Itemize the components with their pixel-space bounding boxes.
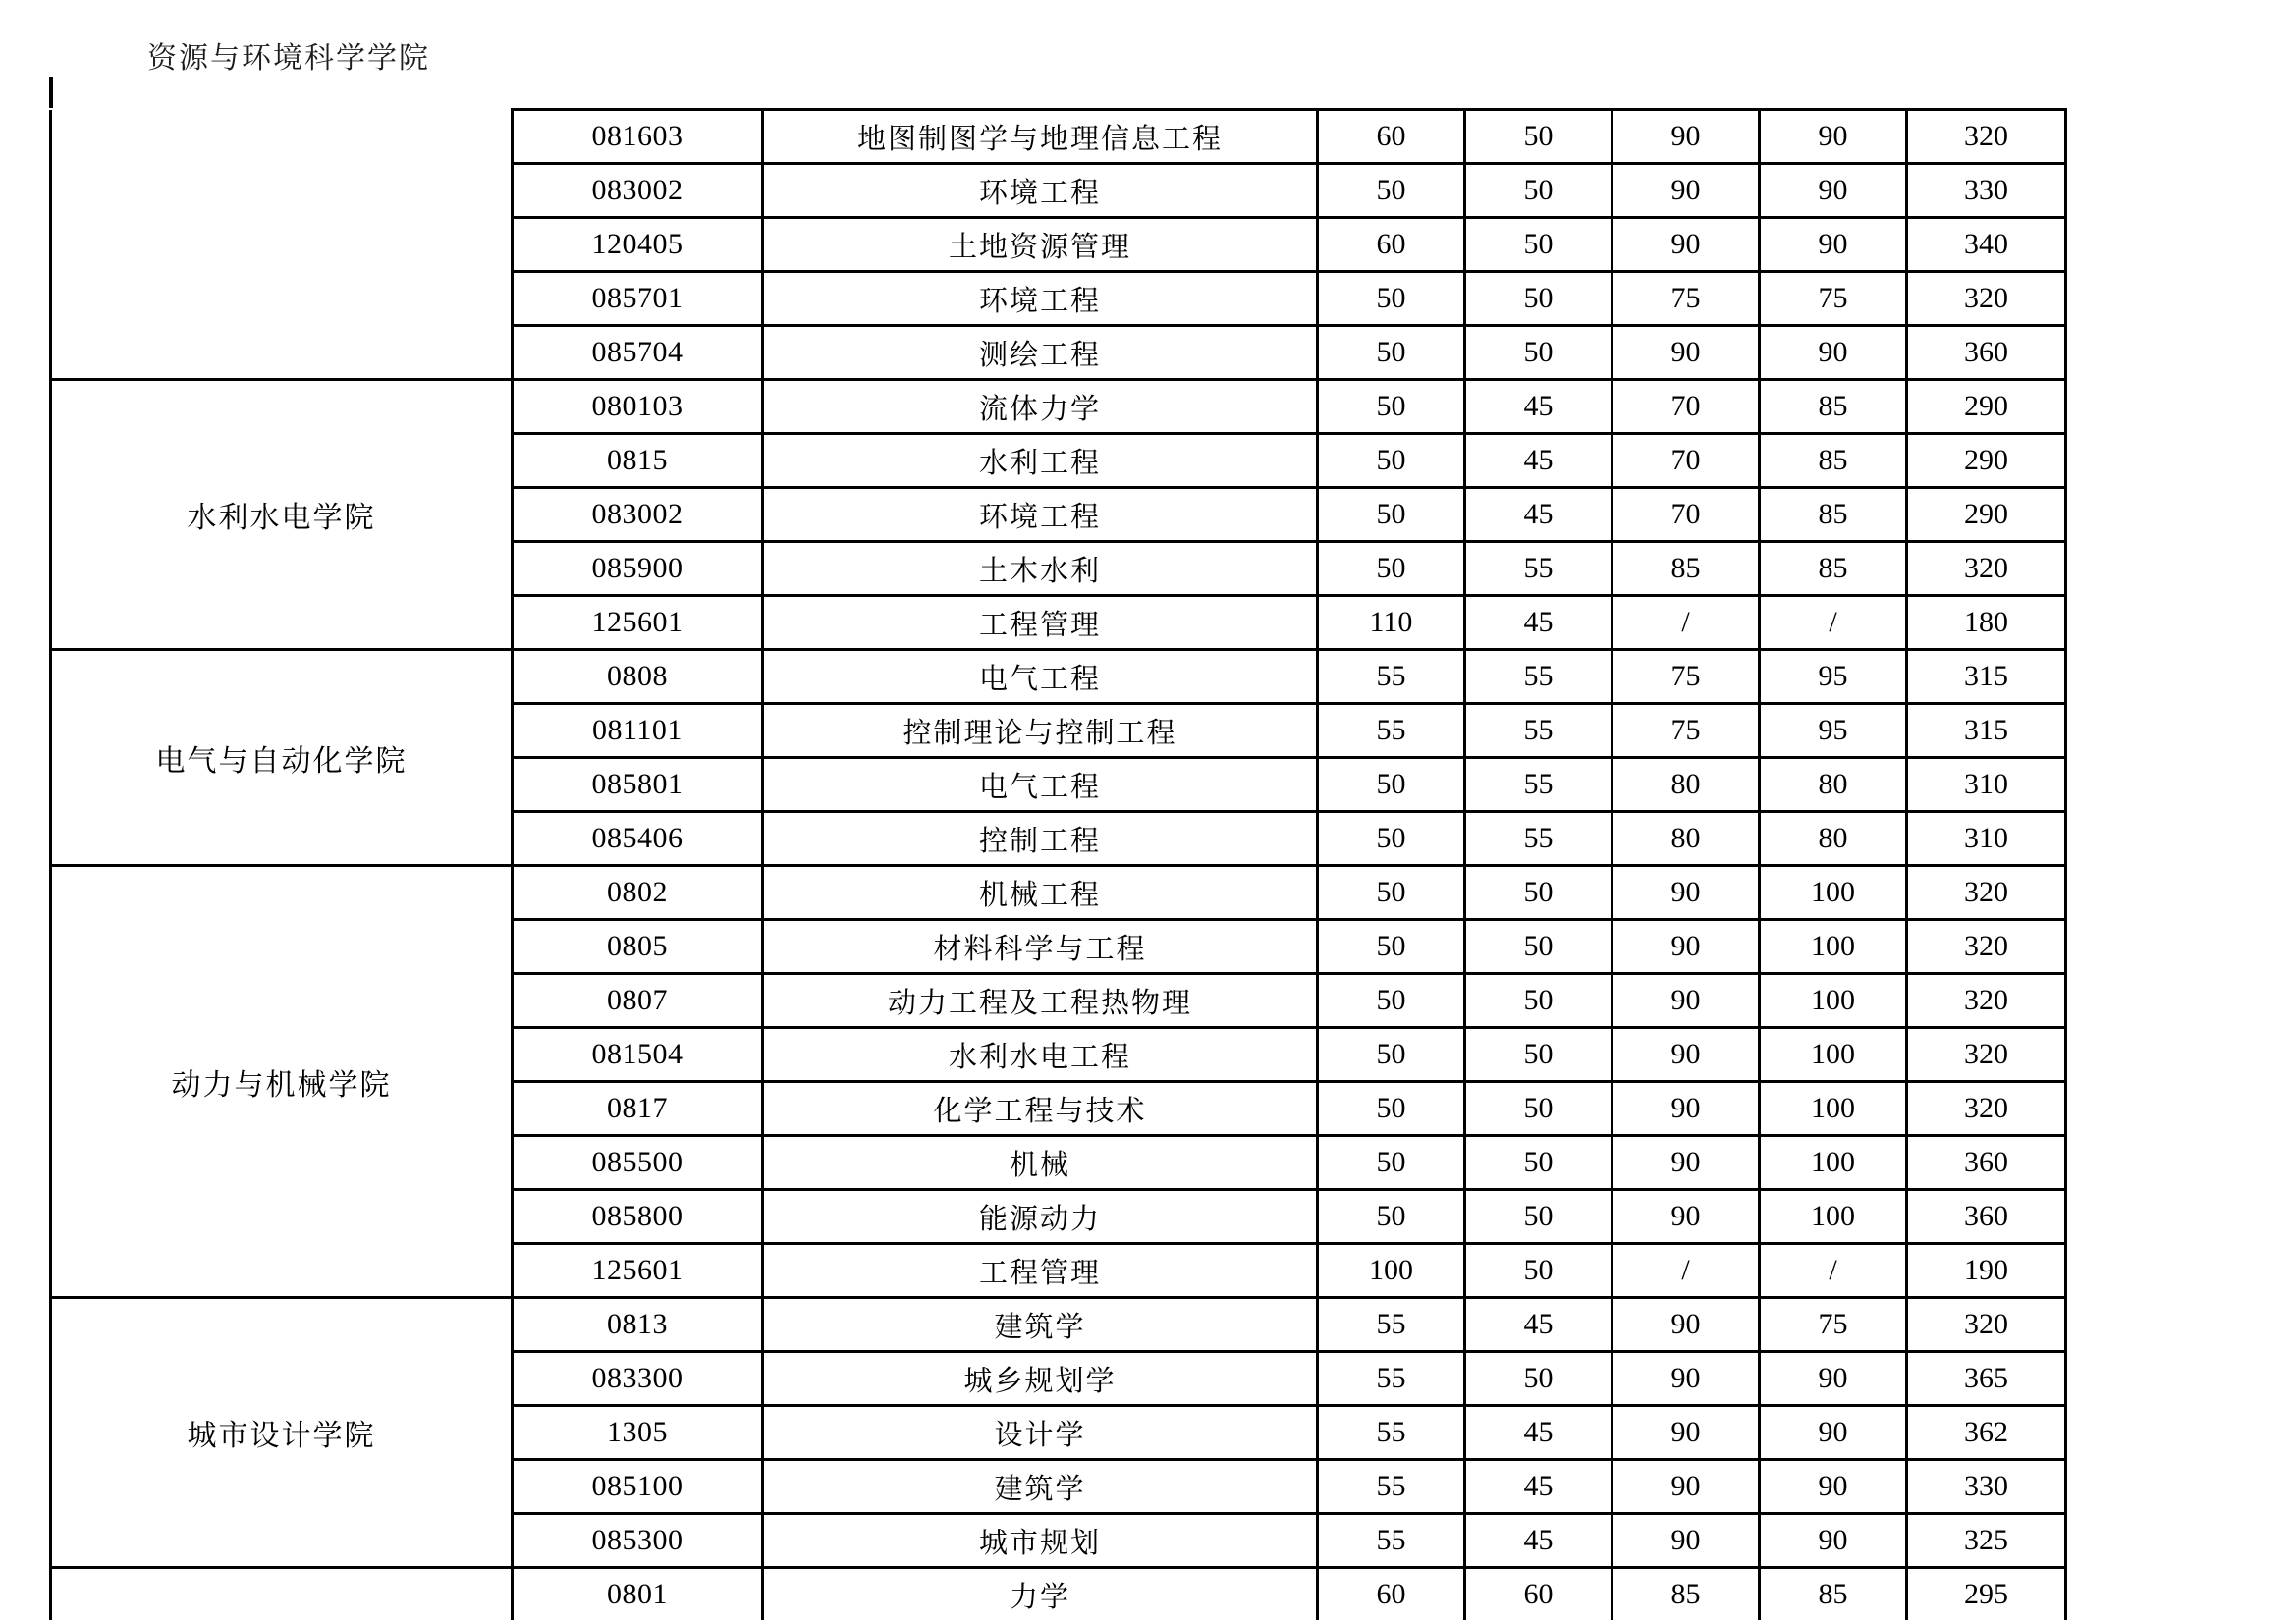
score-cell-1: 50 xyxy=(1318,866,1465,920)
major-code-cell: 080103 xyxy=(513,380,763,434)
total-score-cell: 320 xyxy=(1907,974,2066,1028)
score-cell-2: 45 xyxy=(1465,1406,1613,1460)
score-cell-2: 55 xyxy=(1465,704,1613,758)
score-cell-1: 50 xyxy=(1318,812,1465,866)
score-cell-2: 50 xyxy=(1465,1190,1613,1244)
score-cell-1: 55 xyxy=(1318,704,1465,758)
major-code-cell: 085406 xyxy=(513,812,763,866)
score-cell-2: 45 xyxy=(1465,1460,1613,1514)
score-cell-4: 80 xyxy=(1760,812,1907,866)
total-score-cell: 320 xyxy=(1907,920,2066,974)
total-score-cell: 320 xyxy=(1907,866,2066,920)
table-row xyxy=(51,866,2066,920)
major-code-cell: 0808 xyxy=(513,650,763,704)
score-cell-3: 90 xyxy=(1613,1136,1760,1190)
major-name-cell: 力学 xyxy=(763,1568,1318,1621)
major-name-cell: 设计学 xyxy=(763,1406,1318,1460)
major-code-cell: 085701 xyxy=(513,272,763,326)
score-cell-1: 50 xyxy=(1318,1190,1465,1244)
major-code-cell: 0802 xyxy=(513,866,763,920)
major-code-cell: 085800 xyxy=(513,1190,763,1244)
score-cell-2: 50 xyxy=(1465,218,1613,272)
major-name-cell: 电气工程 xyxy=(763,758,1318,812)
score-cell-1: 60 xyxy=(1318,218,1465,272)
major-name-cell: 机械工程 xyxy=(763,866,1318,920)
score-cell-3: 70 xyxy=(1613,434,1760,488)
score-cell-1: 55 xyxy=(1318,650,1465,704)
score-cell-4: 100 xyxy=(1760,1190,1907,1244)
score-cell-4: 85 xyxy=(1760,380,1907,434)
major-code-cell: 125601 xyxy=(513,1244,763,1298)
clipped-department-label xyxy=(147,42,462,102)
major-name-cell: 环境工程 xyxy=(763,272,1318,326)
total-score-cell: 290 xyxy=(1907,488,2066,542)
major-code-cell: 081603 xyxy=(513,110,763,164)
major-code-cell: 081101 xyxy=(513,704,763,758)
total-score-cell: 320 xyxy=(1907,272,2066,326)
left-border-spine-top xyxy=(49,77,53,108)
major-code-cell: 0813 xyxy=(513,1298,763,1352)
score-cell-4: 100 xyxy=(1760,866,1907,920)
total-score-cell: 190 xyxy=(1907,1244,2066,1298)
score-cell-1: 110 xyxy=(1318,596,1465,650)
total-score-cell: 320 xyxy=(1907,1298,2066,1352)
score-cell-2: 50 xyxy=(1465,1136,1613,1190)
major-name-cell: 能源动力 xyxy=(763,1190,1318,1244)
major-name-cell: 建筑学 xyxy=(763,1460,1318,1514)
major-name-cell: 测绘工程 xyxy=(763,326,1318,380)
score-cell-2: 50 xyxy=(1465,1244,1613,1298)
score-cell-2: 50 xyxy=(1465,1352,1613,1406)
major-name-cell: 建筑学 xyxy=(763,1298,1318,1352)
major-name-cell: 城市规划 xyxy=(763,1514,1318,1568)
score-cell-4: 85 xyxy=(1760,434,1907,488)
major-name-cell: 控制工程 xyxy=(763,812,1318,866)
score-cell-2: 55 xyxy=(1465,650,1613,704)
score-cell-4: 100 xyxy=(1760,1028,1907,1082)
score-cell-4: 100 xyxy=(1760,1082,1907,1136)
score-cell-1: 50 xyxy=(1318,488,1465,542)
score-cell-2: 45 xyxy=(1465,380,1613,434)
table-row xyxy=(51,650,2066,704)
department-cell xyxy=(51,1568,513,1621)
major-name-cell: 水利工程 xyxy=(763,434,1318,488)
total-score-cell: 325 xyxy=(1907,1514,2066,1568)
score-cell-4: 100 xyxy=(1760,1136,1907,1190)
department-cell: 电气与自动化学院 xyxy=(51,650,513,866)
major-name-cell: 土地资源管理 xyxy=(763,218,1318,272)
total-score-cell: 365 xyxy=(1907,1352,2066,1406)
major-code-cell: 085801 xyxy=(513,758,763,812)
major-name-cell: 环境工程 xyxy=(763,488,1318,542)
score-cell-2: 50 xyxy=(1465,1082,1613,1136)
table-row xyxy=(51,1298,2066,1352)
major-code-cell: 0801 xyxy=(513,1568,763,1621)
score-cell-4: 75 xyxy=(1760,272,1907,326)
score-cell-1: 55 xyxy=(1318,1514,1465,1568)
major-code-cell: 0815 xyxy=(513,434,763,488)
department-cell xyxy=(51,110,513,380)
score-cell-1: 55 xyxy=(1318,1298,1465,1352)
score-cell-2: 50 xyxy=(1465,164,1613,218)
score-cell-1: 50 xyxy=(1318,164,1465,218)
department-cell: 城市设计学院 xyxy=(51,1298,513,1568)
score-cell-3: 75 xyxy=(1613,704,1760,758)
score-cell-2: 45 xyxy=(1465,434,1613,488)
score-cell-1: 50 xyxy=(1318,272,1465,326)
major-code-cell: 0807 xyxy=(513,974,763,1028)
major-code-cell: 081504 xyxy=(513,1028,763,1082)
major-name-cell: 控制理论与控制工程 xyxy=(763,704,1318,758)
total-score-cell: 295 xyxy=(1907,1568,2066,1621)
score-cell-4: 85 xyxy=(1760,1568,1907,1621)
total-score-cell: 310 xyxy=(1907,758,2066,812)
total-score-cell: 320 xyxy=(1907,110,2066,164)
total-score-cell: 320 xyxy=(1907,1082,2066,1136)
table-body xyxy=(51,110,2066,1621)
score-cell-2: 55 xyxy=(1465,758,1613,812)
score-cell-3: / xyxy=(1613,1244,1760,1298)
score-cell-2: 50 xyxy=(1465,326,1613,380)
major-code-cell: 125601 xyxy=(513,596,763,650)
score-cell-3: 90 xyxy=(1613,866,1760,920)
total-score-cell: 290 xyxy=(1907,380,2066,434)
score-cell-1: 50 xyxy=(1318,1028,1465,1082)
major-name-cell: 材料科学与工程 xyxy=(763,920,1318,974)
total-score-cell: 320 xyxy=(1907,1028,2066,1082)
score-cell-2: 50 xyxy=(1465,974,1613,1028)
score-cell-4: 90 xyxy=(1760,1460,1907,1514)
score-cell-4: 90 xyxy=(1760,326,1907,380)
score-cell-4: 90 xyxy=(1760,110,1907,164)
score-cell-2: 50 xyxy=(1465,1028,1613,1082)
total-score-cell: 310 xyxy=(1907,812,2066,866)
total-score-cell: 330 xyxy=(1907,164,2066,218)
score-cell-3: 75 xyxy=(1613,272,1760,326)
major-name-cell: 工程管理 xyxy=(763,596,1318,650)
score-cell-3: 80 xyxy=(1613,758,1760,812)
score-cell-3: 80 xyxy=(1613,812,1760,866)
major-name-cell: 环境工程 xyxy=(763,164,1318,218)
score-cell-3: 70 xyxy=(1613,380,1760,434)
major-code-cell: 085900 xyxy=(513,542,763,596)
total-score-cell: 360 xyxy=(1907,326,2066,380)
major-name-cell: 电气工程 xyxy=(763,650,1318,704)
major-code-cell: 083300 xyxy=(513,1352,763,1406)
score-cell-2: 50 xyxy=(1465,110,1613,164)
score-cell-4: 90 xyxy=(1760,1514,1907,1568)
score-cutoff-table xyxy=(49,108,2067,1620)
score-cell-1: 50 xyxy=(1318,1136,1465,1190)
score-cell-3: 90 xyxy=(1613,1460,1760,1514)
score-cell-3: 75 xyxy=(1613,650,1760,704)
score-cell-4: / xyxy=(1760,596,1907,650)
score-cell-3: 90 xyxy=(1613,1406,1760,1460)
score-cell-3: / xyxy=(1613,596,1760,650)
score-cell-1: 50 xyxy=(1318,920,1465,974)
score-cell-1: 60 xyxy=(1318,1568,1465,1621)
major-code-cell: 083002 xyxy=(513,164,763,218)
score-cell-4: 90 xyxy=(1760,1352,1907,1406)
total-score-cell: 315 xyxy=(1907,704,2066,758)
score-cell-3: 85 xyxy=(1613,542,1760,596)
score-cell-1: 50 xyxy=(1318,326,1465,380)
score-cell-3: 90 xyxy=(1613,110,1760,164)
score-cell-4: / xyxy=(1760,1244,1907,1298)
score-cell-2: 45 xyxy=(1465,1298,1613,1352)
total-score-cell: 360 xyxy=(1907,1136,2066,1190)
score-cell-4: 90 xyxy=(1760,1406,1907,1460)
score-cell-3: 90 xyxy=(1613,1514,1760,1568)
major-name-cell: 地图制图学与地理信息工程 xyxy=(763,110,1318,164)
major-code-cell: 083002 xyxy=(513,488,763,542)
score-cell-2: 50 xyxy=(1465,920,1613,974)
score-cell-2: 50 xyxy=(1465,272,1613,326)
major-name-cell: 城乡规划学 xyxy=(763,1352,1318,1406)
score-cell-3: 90 xyxy=(1613,1028,1760,1082)
score-cell-2: 45 xyxy=(1465,1514,1613,1568)
score-cell-2: 55 xyxy=(1465,812,1613,866)
major-code-cell: 085100 xyxy=(513,1460,763,1514)
department-cell: 水利水电学院 xyxy=(51,380,513,650)
score-cell-4: 85 xyxy=(1760,542,1907,596)
major-name-cell: 工程管理 xyxy=(763,1244,1318,1298)
score-cell-3: 90 xyxy=(1613,974,1760,1028)
total-score-cell: 360 xyxy=(1907,1190,2066,1244)
score-cell-4: 95 xyxy=(1760,650,1907,704)
score-cell-4: 100 xyxy=(1760,974,1907,1028)
score-cell-3: 90 xyxy=(1613,1190,1760,1244)
department-cell: 动力与机械学院 xyxy=(51,866,513,1298)
clipped-department-text: 资源与环境科学学院 xyxy=(147,42,430,75)
major-name-cell: 机械 xyxy=(763,1136,1318,1190)
total-score-cell: 340 xyxy=(1907,218,2066,272)
table-row xyxy=(51,380,2066,434)
score-cell-3: 90 xyxy=(1613,218,1760,272)
score-cell-3: 90 xyxy=(1613,1298,1760,1352)
total-score-cell: 320 xyxy=(1907,542,2066,596)
score-cell-4: 100 xyxy=(1760,920,1907,974)
score-cell-1: 60 xyxy=(1318,110,1465,164)
major-name-cell: 流体力学 xyxy=(763,380,1318,434)
score-cell-1: 55 xyxy=(1318,1352,1465,1406)
score-cell-3: 90 xyxy=(1613,326,1760,380)
score-cell-4: 95 xyxy=(1760,704,1907,758)
score-cell-1: 50 xyxy=(1318,1082,1465,1136)
score-cell-3: 90 xyxy=(1613,164,1760,218)
score-cell-1: 50 xyxy=(1318,380,1465,434)
major-code-cell: 120405 xyxy=(513,218,763,272)
major-code-cell: 0817 xyxy=(513,1082,763,1136)
score-cell-3: 90 xyxy=(1613,1352,1760,1406)
score-cell-2: 45 xyxy=(1465,488,1613,542)
score-cell-2: 60 xyxy=(1465,1568,1613,1621)
total-score-cell: 330 xyxy=(1907,1460,2066,1514)
score-cell-4: 85 xyxy=(1760,488,1907,542)
score-cell-3: 85 xyxy=(1613,1568,1760,1621)
score-cell-1: 100 xyxy=(1318,1244,1465,1298)
score-cell-1: 50 xyxy=(1318,758,1465,812)
score-cell-1: 50 xyxy=(1318,542,1465,596)
score-cell-2: 45 xyxy=(1465,596,1613,650)
score-cell-1: 55 xyxy=(1318,1406,1465,1460)
score-cell-1: 55 xyxy=(1318,1460,1465,1514)
total-score-cell: 362 xyxy=(1907,1406,2066,1460)
major-name-cell: 土木水利 xyxy=(763,542,1318,596)
table-row xyxy=(51,1568,2066,1621)
score-cell-1: 50 xyxy=(1318,974,1465,1028)
score-cell-3: 70 xyxy=(1613,488,1760,542)
score-cell-4: 90 xyxy=(1760,164,1907,218)
score-cell-2: 50 xyxy=(1465,866,1613,920)
score-cell-1: 50 xyxy=(1318,434,1465,488)
table-row xyxy=(51,110,2066,164)
score-cell-3: 90 xyxy=(1613,1082,1760,1136)
major-code-cell: 085300 xyxy=(513,1514,763,1568)
major-name-cell: 化学工程与技术 xyxy=(763,1082,1318,1136)
major-code-cell: 1305 xyxy=(513,1406,763,1460)
total-score-cell: 180 xyxy=(1907,596,2066,650)
major-name-cell: 动力工程及工程热物理 xyxy=(763,974,1318,1028)
major-code-cell: 085704 xyxy=(513,326,763,380)
score-cell-3: 90 xyxy=(1613,920,1760,974)
major-code-cell: 085500 xyxy=(513,1136,763,1190)
major-name-cell: 水利水电工程 xyxy=(763,1028,1318,1082)
major-code-cell: 0805 xyxy=(513,920,763,974)
score-cell-4: 90 xyxy=(1760,218,1907,272)
total-score-cell: 315 xyxy=(1907,650,2066,704)
score-cell-4: 75 xyxy=(1760,1298,1907,1352)
score-cell-2: 55 xyxy=(1465,542,1613,596)
score-cell-4: 80 xyxy=(1760,758,1907,812)
total-score-cell: 290 xyxy=(1907,434,2066,488)
